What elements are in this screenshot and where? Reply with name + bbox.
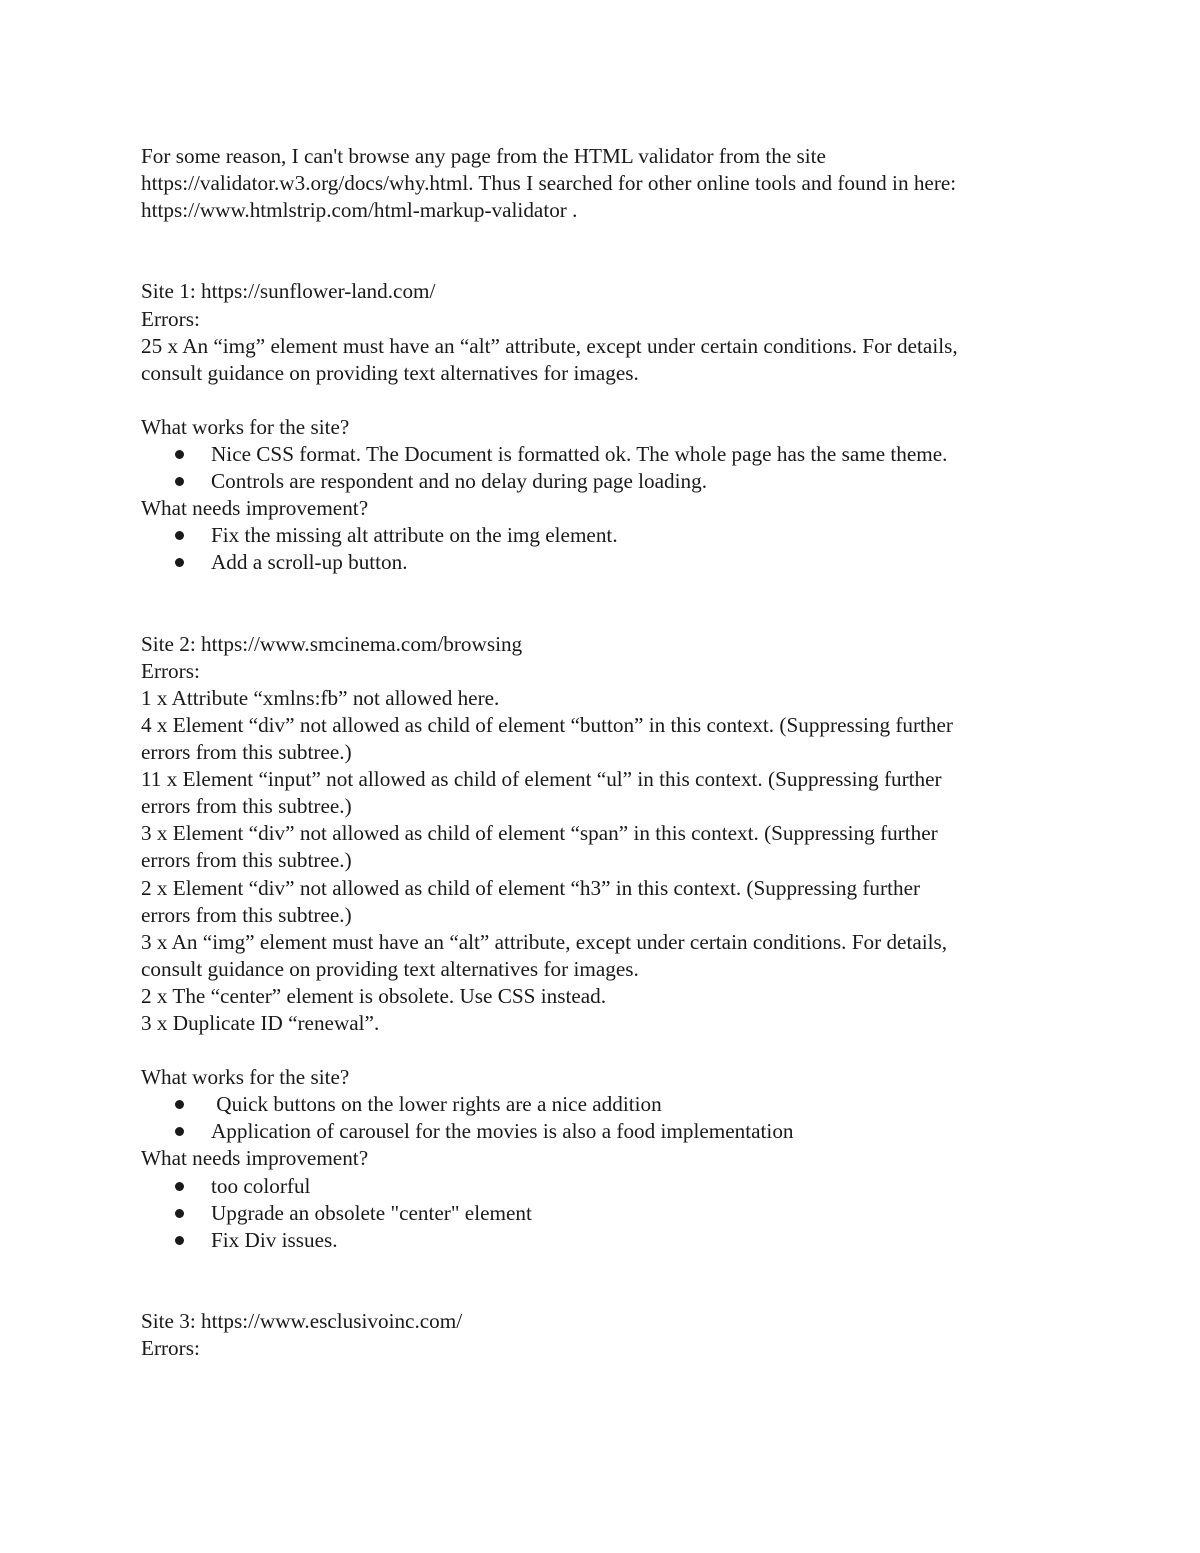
list-item	[141, 1227, 1066, 1254]
intro-line: https://validator.w3.org/docs/why.html. Thus I searched for other online tools and found in here:	[141, 171, 957, 196]
list-item-text: Add a scroll-up button.	[211, 550, 408, 575]
list-item	[141, 468, 1066, 495]
intro-line: https://www.htmlstrip.com/html-markup-validator .	[141, 198, 578, 223]
site-1-works-label: What works for the site?	[141, 414, 350, 439]
list-item	[141, 1118, 1066, 1145]
bullet-icon	[175, 558, 184, 567]
intro-paragraph	[141, 143, 1066, 224]
list-item	[141, 522, 1066, 549]
bullet-icon	[175, 1127, 184, 1136]
site-1-error-line: consult guidance on providing text alternatives for images.	[141, 360, 639, 385]
bullet-icon	[175, 531, 184, 540]
site-2-section	[141, 631, 1066, 1254]
site-2-error-line: errors from this subtree.)	[141, 740, 352, 765]
site-1-error-line: 25 x An “img” element must have an “alt” attribute, except under certain conditions. For details,	[141, 333, 958, 358]
list-item	[141, 549, 1066, 576]
site-1-heading: Site 1: https://sunflower-land.com/	[141, 279, 436, 304]
site-1-section	[141, 278, 1066, 576]
list-item	[141, 441, 1066, 468]
list-item-text: Quick buttons on the lower rights are a nice addition	[211, 1092, 662, 1117]
bullet-icon	[175, 1209, 184, 1218]
site-2-error-line: 2 x The “center” element is obsolete. Use CSS instead.	[141, 983, 607, 1008]
site-2-error-line: 3 x An “img” element must have an “alt” attribute, except under certain conditions. For details,	[141, 929, 948, 954]
site-1-improve-label: What needs improvement?	[141, 496, 369, 521]
intro-line: For some reason, I can't browse any page from the HTML validator from the site	[141, 144, 826, 168]
site-2-error-line: errors from this subtree.)	[141, 794, 352, 819]
site-2-error-line: 4 x Element “div” not allowed as child of element “button” in this context. (Suppressing further	[141, 712, 953, 737]
list-item	[141, 1200, 1066, 1227]
list-item-text: Application of carousel for the movies is also a food implementation	[211, 1119, 794, 1144]
document-body	[141, 143, 1066, 1362]
site-2-works-list	[141, 1091, 1066, 1145]
site-2-error-line: 3 x Duplicate ID “renewal”.	[141, 1011, 380, 1035]
site-2-error-line: 3 x Element “div” not allowed as child of element “span” in this context. (Suppressing further	[141, 821, 938, 846]
site-2-error-line: 1 x Attribute “xmlns:fb” not allowed here.	[141, 685, 500, 710]
spacer	[141, 577, 1066, 631]
site-2-error-line: errors from this subtree.)	[141, 902, 352, 927]
bullet-icon	[175, 477, 184, 486]
bullet-icon	[175, 1236, 184, 1245]
spacer	[141, 224, 1066, 278]
site-2-improve-label: What needs improvement?	[141, 1146, 369, 1171]
site-2-error-line: 11 x Element “input” not allowed as child of element “ul” in this context. (Suppressing further	[141, 767, 942, 792]
list-item-text: too colorful	[211, 1173, 311, 1198]
site-2-heading: Site 2: https://www.smcinema.com/browsing	[141, 631, 523, 656]
site-1-improve-list	[141, 522, 1066, 576]
list-item-text: Fix Div issues.	[211, 1227, 338, 1252]
spacer	[141, 387, 1066, 414]
bullet-icon	[175, 1100, 184, 1109]
site-3-heading: Site 3: https://www.esclusivoinc.com/	[141, 1309, 463, 1334]
site-1-errors-label: Errors:	[141, 306, 200, 331]
site-2-error-line: consult guidance on providing text alternatives for images.	[141, 956, 639, 981]
site-3-section	[141, 1308, 1066, 1362]
list-item	[141, 1091, 1066, 1118]
site-2-errors-label: Errors:	[141, 658, 200, 683]
site-2-error-line: errors from this subtree.)	[141, 848, 352, 873]
list-item-text: Upgrade an obsolete "center" element	[211, 1200, 532, 1225]
site-1-works-list	[141, 441, 1066, 495]
site-2-error-line: 2 x Element “div” not allowed as child of element “h3” in this context. (Suppressing further	[141, 875, 921, 900]
site-2-works-label: What works for the site?	[141, 1065, 350, 1090]
site-3-errors-label: Errors:	[141, 1336, 200, 1361]
list-item-text: Controls are respondent and no delay during page loading.	[211, 469, 708, 494]
spacer	[141, 1037, 1066, 1064]
list-item-text: Fix the missing alt attribute on the img element.	[211, 523, 618, 548]
list-item	[141, 1173, 1066, 1200]
site-2-improve-list	[141, 1173, 1066, 1254]
list-item-text: Nice CSS format. The Document is formatted ok. The whole page has the same theme.	[211, 442, 948, 467]
bullet-icon	[175, 1182, 184, 1191]
spacer	[141, 1254, 1066, 1308]
bullet-icon	[175, 450, 184, 459]
